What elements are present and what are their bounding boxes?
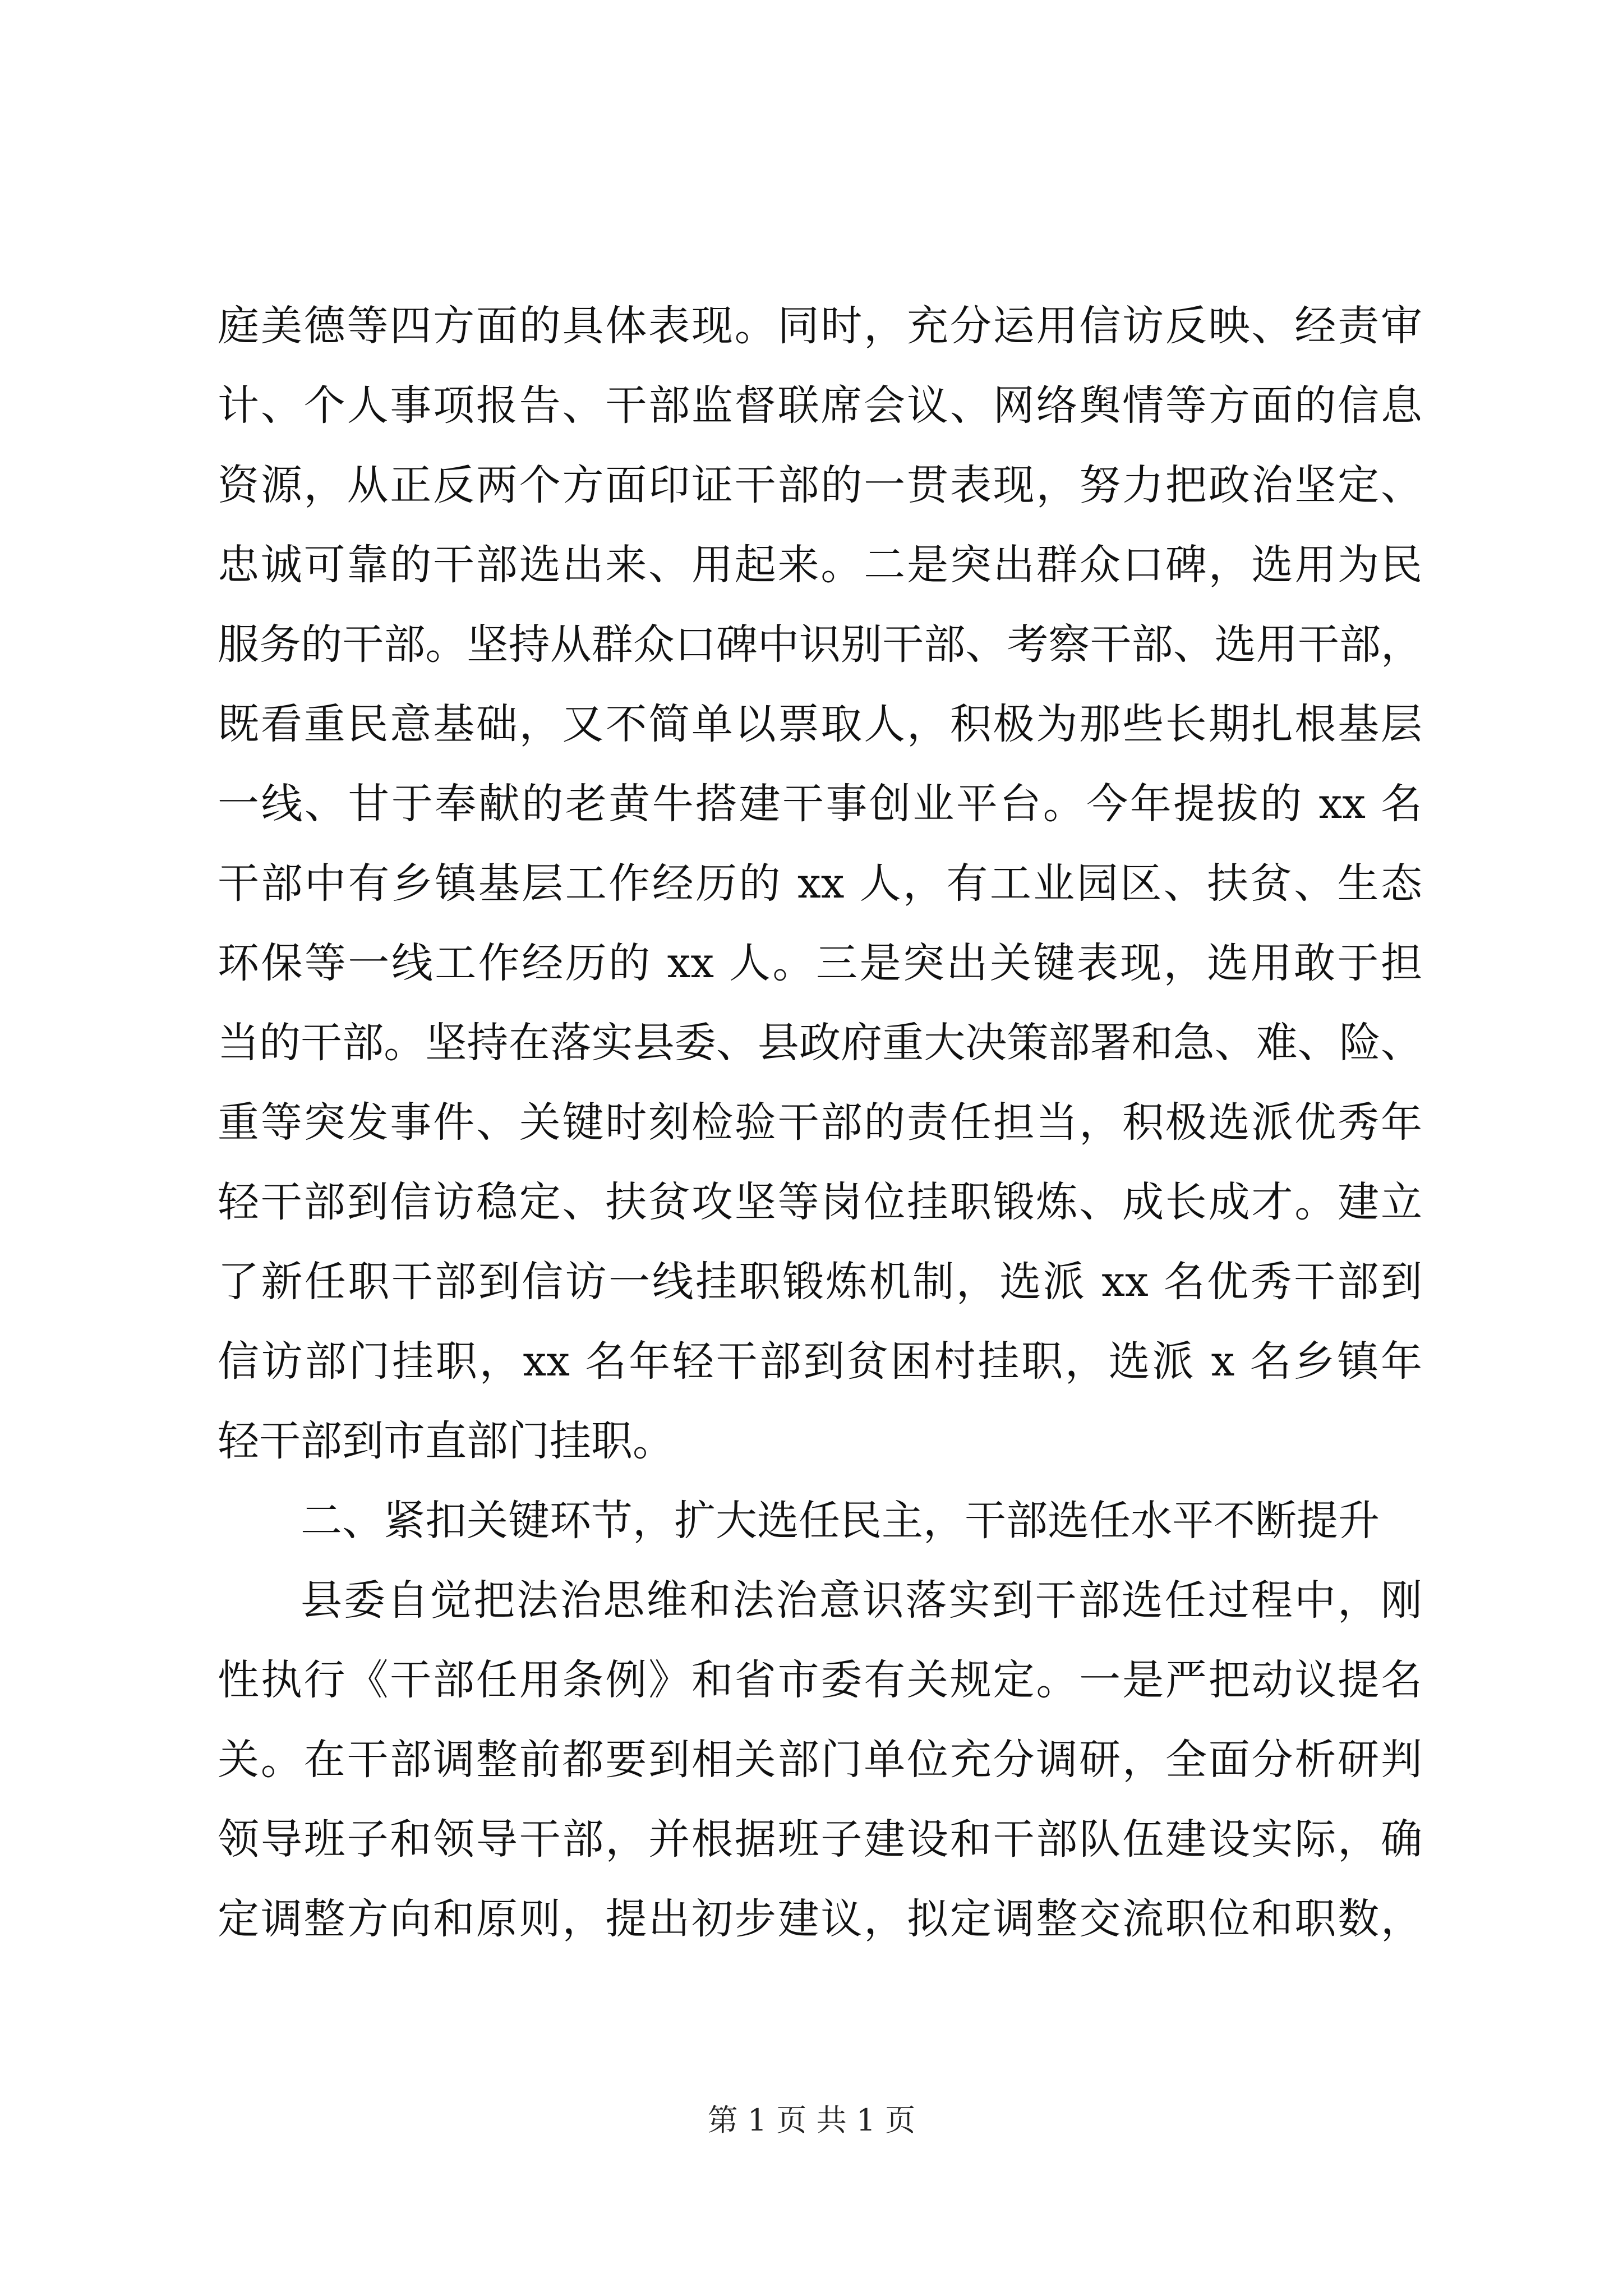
- paragraph-line: 当的干部。坚持在落实县委、县政府重大决策部署和急、难、险、: [218, 1019, 1422, 1067]
- page-number-label: 第 1 页 共 1 页: [707, 2102, 916, 2138]
- paragraph-line: 一线、甘于奉献的老黄牛搭建干事创业平台。今年提拔的 xx 名: [218, 780, 1422, 828]
- page-footer: [0, 2098, 1623, 2143]
- paragraph-line: 干部中有乡镇基层工作经历的 xx 人，有工业园区、扶贫、生态: [218, 859, 1422, 908]
- paragraph-line: 轻干部到市直部门挂职。: [218, 1417, 674, 1465]
- section-heading: 二、紧扣关键环节，扩大选任民主，干部选任水平不断提升: [301, 1497, 1380, 1545]
- paragraph-line: 定调整方向和原则，提出初步建议，拟定调整交流职位和职数，: [218, 1895, 1422, 1943]
- paragraph-line: 服务的干部。坚持从群众口碑中识别干部、考察干部、选用干部，: [218, 620, 1422, 669]
- paragraph-line: 领导班子和领导干部，并根据班子建设和干部队伍建设实际，确: [218, 1815, 1422, 1864]
- paragraph-line: 了新任职干部到信访一线挂职锻炼机制，选派 xx 名优秀干部到: [218, 1258, 1422, 1306]
- paragraph-line: 县委自觉把法治思维和法治意识落实到干部选任过程中，刚: [301, 1576, 1422, 1625]
- paragraph-line: 资源，从正反两个方面印证干部的一贯表现，努力把政治坚定、: [218, 461, 1422, 509]
- paragraph-line: 性执行《干部任用条例》和省市委有关规定。一是严把动议提名: [218, 1656, 1422, 1704]
- paragraph-line: 计、个人事项报告、干部监督联席会议、网络舆情等方面的信息: [218, 381, 1422, 430]
- paragraph-line: 庭美德等四方面的具体表现。同时，充分运用信访反映、经责审: [218, 302, 1422, 350]
- paragraph-line: 忠诚可靠的干部选出来、用起来。二是突出群众口碑，选用为民: [218, 541, 1422, 589]
- paragraph-line: 关。在干部调整前都要到相关部门单位充分调研，全面分析研判: [218, 1736, 1422, 1784]
- paragraph-line: 环保等一线工作经历的 xx 人。三是突出关键表现，选用敢于担: [218, 939, 1422, 987]
- document-body: [218, 286, 1422, 1959]
- paragraph-line: 既看重民意基础，又不简单以票取人，积极为那些长期扎根基层: [218, 700, 1422, 748]
- paragraph-line: 信访部门挂职，xx 名年轻干部到贫困村挂职，选派 x 名乡镇年: [218, 1337, 1422, 1386]
- paragraph-line: 重等突发事件、关键时刻检验干部的责任担当，积极选派优秀年: [218, 1098, 1422, 1147]
- paragraph-line: 轻干部到信访稳定、扶贫攻坚等岗位挂职锻炼、成长成才。建立: [218, 1178, 1422, 1226]
